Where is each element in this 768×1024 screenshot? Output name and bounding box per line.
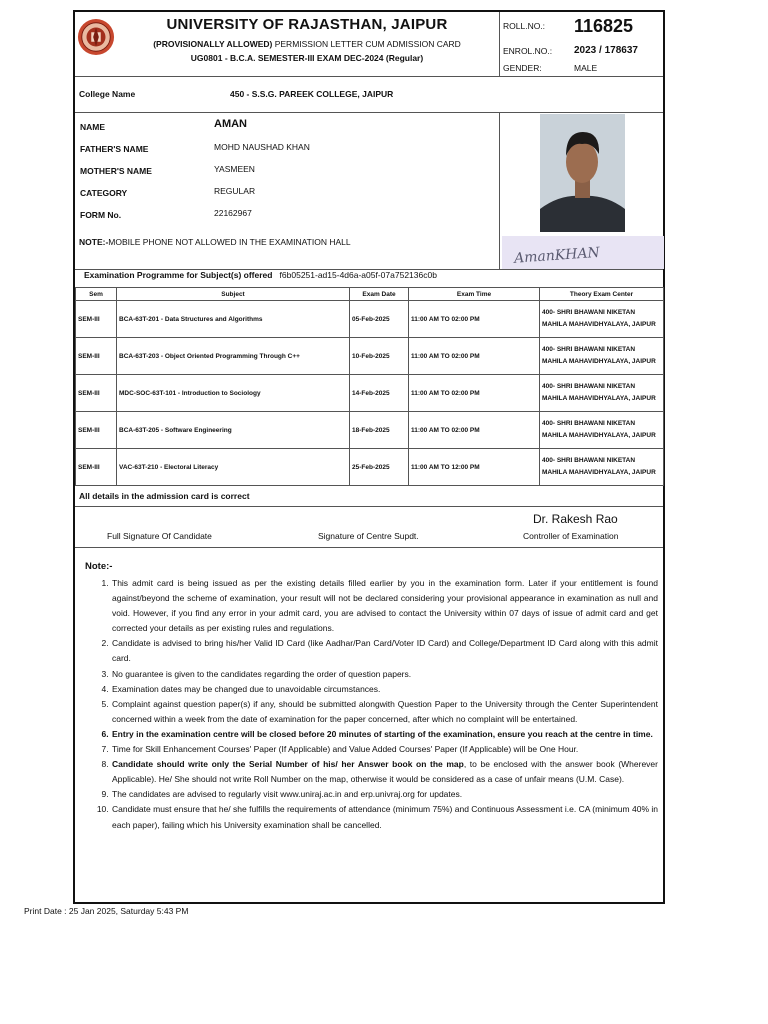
subject-cell: VAC-63T-210 - Electoral Literacy (117, 449, 350, 486)
controller-name: Dr. Rakesh Rao (533, 512, 618, 526)
programme-heading: Examination Programme for Subject(s) offered f6b05251-ad15-4d6a-a05f-07a752136c0b (84, 270, 437, 280)
list-item: 3. No guarantee is given to the candidates regarding the order of question papers. (111, 667, 658, 682)
form-number: 22162967 (214, 208, 252, 218)
list-item: 9. The candidates are advised to regularly visit www.uniraj.ac.in and erp.univraj.org for updates. (111, 787, 658, 802)
list-item: 4. Examination dates may be changed due to unavoidable circumstances. (111, 682, 658, 697)
subject-cell: BCA-63T-201 - Data Structures and Algorithms (117, 301, 350, 338)
col-header-date: Exam Date (350, 288, 409, 301)
category-value: REGULAR (214, 186, 256, 196)
candidate-signature-box (502, 236, 664, 269)
roll-number: 116825 (574, 16, 634, 36)
university-seal-icon (77, 18, 115, 56)
svg-text:AmanKHAN: AmanKHAN (513, 244, 601, 267)
subject-cell: MDC-SOC-63T-101 - Introduction to Sociology (117, 375, 350, 412)
list-item: 5. Complaint against question paper(s) if any, should be submitted alongwith Question Paper to the University through the Center Superintendent concerned within a week from the date of examination for the paper concerned, after which no complaint will be entertained. (111, 697, 658, 727)
table-row (76, 412, 664, 449)
category-label: CATEGORY (80, 188, 128, 198)
time-cell: 11:00 AM TO 02:00 PM (409, 301, 540, 338)
father-label: FATHER'S NAME (80, 144, 149, 154)
candidate-signature-icon (502, 236, 664, 269)
table-header-row (76, 288, 664, 301)
sem-cell: SEM-III (76, 375, 117, 412)
table-row (76, 338, 664, 375)
time-cell: 11:00 AM TO 02:00 PM (409, 412, 540, 449)
notes-title: Note:- (85, 561, 113, 572)
candidate-name: AMAN (214, 118, 247, 130)
father-name: MOHD NAUSHAD KHAN (214, 142, 310, 152)
sem-cell: SEM-III (76, 449, 117, 486)
subject-cell: BCA-63T-203 - Object Oriented Programming Through C++ (117, 338, 350, 375)
list-item: 8. Candidate should write only the Serial Number of his/ her Answer book on the map, to be enclosed with the answer book (Wherever Applicable). He/ She should not write Roll Number on the map, otherwise it would be considered as a case of unfair means (U.M. Case). (111, 757, 658, 787)
enrol-number: 2023 / 178637 (574, 45, 638, 56)
candidate-photo-icon (540, 114, 625, 232)
exam-schedule-table (75, 287, 664, 486)
table-row (76, 449, 664, 486)
print-date: Print Date : 25 Jan 2025, Saturday 5:43 PM (24, 906, 189, 916)
centre-signature-label: Signature of Centre Supdt. (318, 531, 419, 541)
list-item: 2. Candidate is advised to bring his/her Valid ID Card (like Aadhar/Pan Card/Voter ID Card) and College/Department ID Card along with this admit card. (111, 636, 658, 666)
mobile-note: NOTE:-MOBILE PHONE NOT ALLOWED IN THE EXAMINATION HALL (79, 237, 351, 247)
card-subtitle: (PROVISIONALLY ALLOWED) PERMISSION LETTER CUM ADMISSION CARD (153, 39, 461, 49)
college-name: 450 - S.S.G. PAREEK COLLEGE, JAIPUR (230, 89, 394, 99)
name-label: NAME (80, 122, 106, 132)
sem-cell: SEM-III (76, 338, 117, 375)
roll-label: ROLL.NO.: (503, 21, 546, 31)
exam-title: UG0801 - B.C.A. SEMESTER-III EXAM DEC-2024 (Regular) (190, 53, 424, 63)
subject-cell: BCA-63T-205 - Software Engineering (117, 412, 350, 449)
time-cell: 11:00 AM TO 12:00 PM (409, 449, 540, 486)
time-cell: 11:00 AM TO 02:00 PM (409, 338, 540, 375)
gender-label: GENDER: (503, 63, 542, 73)
col-header-subject: Subject (117, 288, 350, 301)
sem-cell: SEM-III (76, 301, 117, 338)
sem-cell: SEM-III (76, 412, 117, 449)
university-title: UNIVERSITY OF RAJASTHAN, JAIPUR (166, 16, 448, 33)
col-header-time: Exam Time (409, 288, 540, 301)
candidate-photo (540, 114, 625, 232)
center-cell: 400- SHRI BHAWANI NIKETAN MAHILA MAHAVIDHYALAYA, JAIPUR (540, 301, 664, 338)
college-label: College Name (79, 89, 136, 99)
candidate-signature-label: Full Signature Of Candidate (107, 531, 212, 541)
date-cell: 10-Feb-2025 (350, 338, 409, 375)
date-cell: 18-Feb-2025 (350, 412, 409, 449)
center-cell: 400- SHRI BHAWANI NIKETAN MAHILA MAHAVIDHYALAYA, JAIPUR (540, 449, 664, 486)
form-label: FORM No. (80, 210, 122, 220)
table-row (76, 301, 664, 338)
list-item: 1. This admit card is being issued as per the existing details filled earlier by you in the examination form. Later if your entitlement is found against/beyond the scheme of examination, your result will not be declared considering your provisional appearance in examination as null and void. However, if you find any error in your admit card, you are advised to contact the University within 07 days of issue of admit card and get corrected your details as per existing rules and regulations. (111, 576, 658, 636)
list-item: 6. Entry in the examination centre will be closed before 20 minutes of starting of the examination, ensure you reach at the centre in time. (111, 727, 658, 742)
gender-value: MALE (574, 63, 598, 73)
list-item: 7. Time for Skill Enhancement Courses' Paper (If Applicable) and Value Added Courses' Paper (If Applicable) will be One Hour. (111, 742, 658, 757)
date-cell: 14-Feb-2025 (350, 375, 409, 412)
mother-name: YASMEEN (214, 164, 255, 174)
controller-label: Controller of Examination (523, 531, 619, 541)
center-cell: 400- SHRI BHAWANI NIKETAN MAHILA MAHAVIDHYALAYA, JAIPUR (540, 412, 664, 449)
col-header-center: Theory Exam Center (540, 288, 664, 301)
notes-list (75, 576, 658, 833)
confirmation-text: All details in the admission card is correct (79, 491, 250, 501)
list-item: 10. Candidate must ensure that he/ she fulfills the requirements of attendance (minimum 75%) and Continuous Assessment i.e. CA (minimum 40% in each paper), failing which his University examination shall be cancelled. (111, 802, 658, 832)
admission-card (73, 10, 665, 904)
center-cell: 400- SHRI BHAWANI NIKETAN MAHILA MAHAVIDHYALAYA, JAIPUR (540, 338, 664, 375)
date-cell: 25-Feb-2025 (350, 449, 409, 486)
time-cell: 11:00 AM TO 02:00 PM (409, 375, 540, 412)
col-header-sem: Sem (76, 288, 117, 301)
date-cell: 05-Feb-2025 (350, 301, 409, 338)
table-row (76, 375, 664, 412)
enrol-label: ENROL.NO.: (503, 46, 553, 56)
center-cell: 400- SHRI BHAWANI NIKETAN MAHILA MAHAVIDHYALAYA, JAIPUR (540, 375, 664, 412)
mother-label: MOTHER'S NAME (80, 166, 152, 176)
